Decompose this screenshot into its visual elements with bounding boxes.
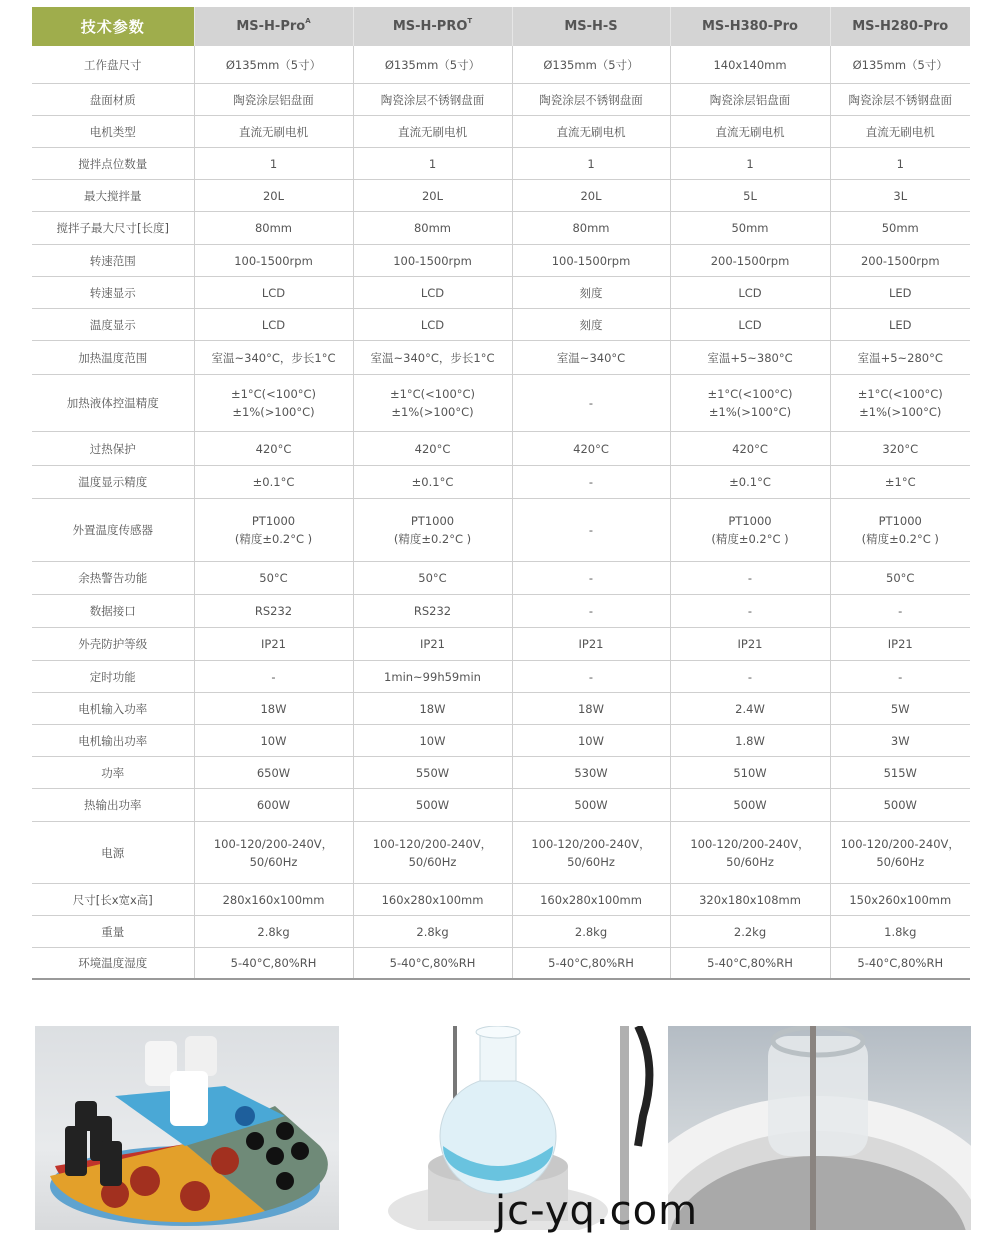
spec-cell: 直流无刷电机 [512,116,670,148]
spec-body [32,46,970,979]
row-label: 电机输入功率 [32,693,194,725]
spec-cell: 20L [353,180,512,212]
spec-cell: LED [830,309,970,341]
spec-cell: 50mm [830,212,970,245]
spec-cell: 直流无刷电机 [830,116,970,148]
cell-line: ±1%(>100°C) [859,405,942,419]
spec-cell: LCD [353,277,512,309]
row-label: 定时功能 [32,661,194,693]
row-label: 电机类型 [32,116,194,148]
spec-cell: 500W [830,789,970,822]
cell-line: ±1°C(<100°C) [707,387,793,401]
spec-cell: 200-1500rpm [670,245,830,277]
cell-line: ±1%(>100°C) [708,405,792,419]
spec-cell [194,375,353,432]
row-label: 温度显示精度 [32,466,194,499]
spec-row [32,212,970,245]
cell-line: (精度±0.2°C ) [711,532,789,546]
spec-row [32,948,970,980]
row-label: 尺寸[长x宽x高] [32,884,194,916]
spec-cell: 80mm [512,212,670,245]
row-label: 外壳防护等级 [32,628,194,661]
spec-cell: 直流无刷电机 [353,116,512,148]
spec-cell: Ø135mm（5寸） [353,46,512,84]
row-label: 电源 [32,822,194,884]
spec-cell: 刻度 [512,277,670,309]
spec-row [32,499,970,562]
spec-cell: 室温~340°C，步长1°C [353,341,512,375]
spec-cell: Ø135mm（5寸） [830,46,970,84]
cell-line: 50/60Hz [876,854,925,869]
model-header: MS-H-Pro$^A$ [194,7,353,46]
row-label: 过热保护 [32,432,194,466]
row-label: 功率 [32,757,194,789]
spec-cell: 160x280x100mm [512,884,670,916]
spec-cell: 2.4W [670,693,830,725]
spec-cell: 2.2kg [670,916,830,948]
spec-cell: 100-1500rpm [194,245,353,277]
spec-cell: 50mm [670,212,830,245]
spec-row [32,245,970,277]
cell-line: 50/60Hz [567,854,615,869]
cell-line: ±1°C(<100°C) [389,387,476,401]
spec-cell: 160x280x100mm [353,884,512,916]
spec-cell: 1 [670,148,830,180]
spec-cell [830,822,970,884]
spec-cell: 420°C [512,432,670,466]
cell-line: - [588,523,594,537]
spec-cell: 550W [353,757,512,789]
spec-cell: 1 [830,148,970,180]
spec-cell: 150x260x100mm [830,884,970,916]
spec-cell: 5-40°C,80%RH [353,948,512,980]
spec-cell: 420°C [353,432,512,466]
row-label: 环境温度湿度 [32,948,194,980]
spec-cell: 2.8kg [353,916,512,948]
spec-cell: LCD [670,277,830,309]
spec-cell: 10W [353,725,512,757]
cell-line: PT1000 [878,514,922,528]
bead-bath-image [668,1026,971,1230]
spec-table [32,7,970,980]
cell-line: 50/60Hz [408,854,457,869]
spec-cell: 18W [512,693,670,725]
spec-cell: 530W [512,757,670,789]
spec-cell: 500W [670,789,830,822]
spec-cell: 直流无刷电机 [670,116,830,148]
spec-cell: ±0.1°C [194,466,353,499]
vial-rack-image [35,1026,339,1230]
spec-cell: 1 [512,148,670,180]
spec-cell: LCD [194,309,353,341]
spec-cell: 100-1500rpm [512,245,670,277]
spec-cell: 5-40°C,80%RH [194,948,353,980]
row-label: 加热温度范围 [32,341,194,375]
spec-cell: 650W [194,757,353,789]
spec-row [32,628,970,661]
spec-cell: 陶瓷涂层铝盘面 [194,84,353,116]
cell-line: ±1°C(<100°C) [230,387,317,401]
spec-cell: Ø135mm（5寸） [194,46,353,84]
spec-cell: LCD [353,309,512,341]
spec-cell: 陶瓷涂层铝盘面 [670,84,830,116]
row-label: 余热警告功能 [32,562,194,595]
spec-row [32,884,970,916]
spec-cell: 420°C [670,432,830,466]
cell-line: 100-120/200-240V， [531,836,651,851]
spec-cell: 直流无刷电机 [194,116,353,148]
spec-cell: - [670,595,830,628]
spec-row [32,916,970,948]
spec-cell: ±1°C [830,466,970,499]
spec-cell: 5-40°C,80%RH [512,948,670,980]
spec-cell: LED [830,277,970,309]
spec-cell: 50°C [830,562,970,595]
spec-cell: 80mm [353,212,512,245]
spec-cell [194,499,353,562]
spec-cell: 515W [830,757,970,789]
spec-cell: 600W [194,789,353,822]
cell-line: 100-120/200-240V， [372,836,493,851]
header-row [32,7,970,46]
cell-line: ±1°C(<100°C) [857,387,943,401]
spec-cell: 5-40°C,80%RH [830,948,970,980]
spec-row [32,180,970,212]
spec-cell: - [670,562,830,595]
spec-cell: - [512,595,670,628]
cell-line: 100-120/200-240V， [690,836,810,851]
spec-row [32,148,970,180]
cell-line: (精度±0.2°C ) [234,532,313,546]
row-label: 转速显示 [32,277,194,309]
spec-cell: 18W [353,693,512,725]
spec-cell: 5-40°C,80%RH [670,948,830,980]
photo-bead-bath [668,1026,971,1230]
spec-cell: 50°C [353,562,512,595]
spec-cell: 2.8kg [194,916,353,948]
spec-row [32,309,970,341]
spec-cell: 1min~99h59min [353,661,512,693]
spec-cell: - [670,661,830,693]
spec-cell [512,499,670,562]
spec-cell: 10W [512,725,670,757]
spec-row [32,84,970,116]
spec-cell: 室温~340°C，步长1°C [194,341,353,375]
model-header: $MS-H-PRO^T$ [353,7,512,46]
spec-cell: 1 [353,148,512,180]
spec-cell [353,375,512,432]
spec-cell: LCD [194,277,353,309]
row-label: 最大搅拌量 [32,180,194,212]
cell-line: PT1000 [251,514,296,528]
spec-cell: 陶瓷涂层不锈钢盘面 [353,84,512,116]
model-header: MS-H-S [512,7,670,46]
spec-row [32,432,970,466]
spec-cell: 刻度 [512,309,670,341]
spec-row [32,661,970,693]
spec-cell [670,499,830,562]
spec-cell: 10W [194,725,353,757]
row-label: 数据接口 [32,595,194,628]
spec-cell: ±0.1°C [670,466,830,499]
row-label: 搅拌子最大尺寸[长度] [32,212,194,245]
spec-cell [512,375,670,432]
spec-cell: IP21 [353,628,512,661]
row-label: 温度显示 [32,309,194,341]
spec-cell: 室温+5~280°C [830,341,970,375]
cell-line: ±1%(>100°C) [232,405,315,419]
spec-row [32,562,970,595]
spec-cell: 1 [194,148,353,180]
spec-cell: IP21 [830,628,970,661]
spec-cell [670,375,830,432]
row-label: 转速范围 [32,245,194,277]
spec-cell: - [512,661,670,693]
spec-cell [353,499,512,562]
spec-cell [830,499,970,562]
spec-cell [194,822,353,884]
spec-cell: 3L [830,180,970,212]
cell-line: 50/60Hz [726,854,774,869]
spec-cell: 20L [512,180,670,212]
spec-cell: 1.8W [670,725,830,757]
spec-cell: 2.8kg [512,916,670,948]
cell-line: - [588,396,594,410]
spec-row [32,375,970,432]
spec-cell: RS232 [353,595,512,628]
row-label: 搅拌点位数量 [32,148,194,180]
row-label: 外置温度传感器 [32,499,194,562]
spec-cell [830,375,970,432]
spec-cell: 室温~340°C [512,341,670,375]
photo-vial-rack [35,1026,339,1230]
spec-cell: - [512,466,670,499]
spec-row [32,116,970,148]
spec-cell: IP21 [194,628,353,661]
spec-cell: 140x140mm [670,46,830,84]
spec-cell: 18W [194,693,353,725]
spec-row [32,595,970,628]
spec-cell: 500W [512,789,670,822]
spec-row [32,789,970,822]
model-header: MS-H380-Pro [670,7,830,46]
spec-cell: 100-1500rpm [353,245,512,277]
spec-cell: - [830,595,970,628]
spec-cell: 50°C [194,562,353,595]
spec-cell [353,822,512,884]
spec-cell: 510W [670,757,830,789]
cell-line: (精度±0.2°C ) [861,532,939,546]
spec-cell: RS232 [194,595,353,628]
spec-cell: 5W [830,693,970,725]
cell-line: PT1000 [728,514,772,528]
cell-line: PT1000 [410,514,455,528]
cell-line: 100-120/200-240V， [213,836,334,851]
cell-line: (精度±0.2°C ) [393,532,472,546]
spec-cell: 320°C [830,432,970,466]
spec-cell: 420°C [194,432,353,466]
spec-cell: 3W [830,725,970,757]
spec-cell: 1.8kg [830,916,970,948]
row-label: 热输出功率 [32,789,194,822]
spec-cell: 280x160x100mm [194,884,353,916]
spec-cell [670,822,830,884]
spec-row [32,277,970,309]
cell-line: ±1%(>100°C) [391,405,474,419]
spec-cell: 200-1500rpm [830,245,970,277]
row-label: 加热液体控温精度 [32,375,194,432]
spec-row [32,757,970,789]
spec-cell: 80mm [194,212,353,245]
watermark: jc-yq.com [495,1188,699,1234]
spec-cell: 320x180x108mm [670,884,830,916]
spec-cell: 500W [353,789,512,822]
spec-cell: IP21 [670,628,830,661]
spec-cell: - [194,661,353,693]
corner-label: 技术参数 [32,7,194,46]
spec-cell: Ø135mm（5寸） [512,46,670,84]
spec-cell: 室温+5~380°C [670,341,830,375]
spec-cell: - [512,562,670,595]
spec-cell [512,822,670,884]
spec-cell: - [830,661,970,693]
cell-line: 50/60Hz [249,854,298,869]
row-label: 盘面材质 [32,84,194,116]
spec-cell: 陶瓷涂层不锈钢盘面 [512,84,670,116]
spec-row [32,693,970,725]
cell-line: 100-120/200-240V， [840,836,960,851]
spec-cell: LCD [670,309,830,341]
row-label: 重量 [32,916,194,948]
spec-cell: 陶瓷涂层不锈钢盘面 [830,84,970,116]
spec-row [32,725,970,757]
spec-cell: 20L [194,180,353,212]
spec-row [32,466,970,499]
spec-cell: 5L [670,180,830,212]
spec-cell: ±0.1°C [353,466,512,499]
spec-cell: IP21 [512,628,670,661]
row-label: 电机输出功率 [32,725,194,757]
spec-row [32,46,970,84]
spec-row [32,341,970,375]
model-header: MS-H280-Pro [830,7,970,46]
row-label: 工作盘尺寸 [32,46,194,84]
spec-row [32,822,970,884]
